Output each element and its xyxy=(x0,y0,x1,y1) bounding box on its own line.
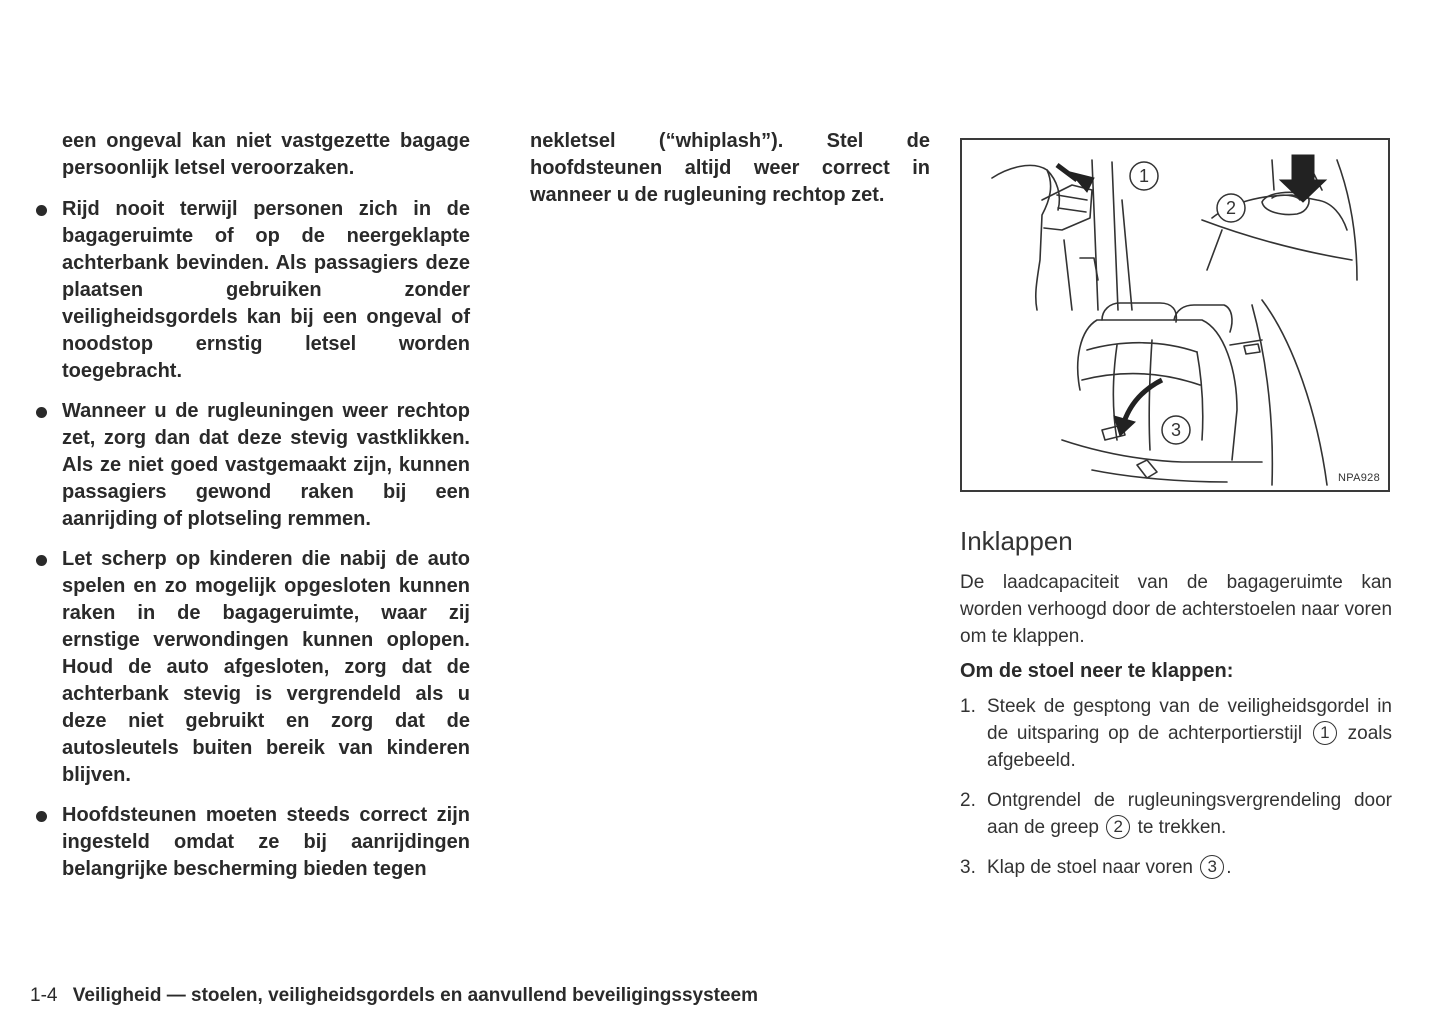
callout-number: 2 xyxy=(1106,815,1130,839)
figure-label-2: 2 xyxy=(1225,198,1237,218)
bullet-dot-icon xyxy=(36,205,47,216)
warning-list xyxy=(30,196,470,883)
continued-paragraph: nekletsel (“whiplash”). Stel de hoofdsteunen altijd weer correct in wanneer u de rugleuning rechtop zet. xyxy=(530,130,930,206)
list-item: 1. Steek de gesptong van de veiligheidsgordel in de uitsparing op de achterportierstijl 1 zoals afgebeeld. xyxy=(960,696,1392,771)
seat-folding-illustration xyxy=(960,138,1390,492)
right-column xyxy=(960,138,1392,894)
list-item: 3. Klap de stoel naar voren 3 . xyxy=(960,857,1232,878)
middle-column xyxy=(530,128,930,209)
list-item: Hoofdsteunen moeten steeds correct zijn ingesteld omdat ze bij aanrijdingen belangrijke bescherming bieden tegen xyxy=(30,802,470,883)
lead-paragraph: een ongeval kan niet vastgezette bagage persoonlijk letsel veroorzaken. xyxy=(62,130,470,179)
page-number: 1-4 xyxy=(30,985,58,1006)
seat-illustration-drawing xyxy=(962,140,1388,490)
list-item: Wanneer u de rugleuningen weer rechtop zet, zorg dan dat deze stevig vastklikken. Als ze niet goed vastgemaakt zijn, kunnen passagiers gewond raken bij een aanrijding of plotseling remmen. xyxy=(30,398,470,533)
figure-label-3: 3 xyxy=(1170,420,1182,440)
bullet-dot-icon xyxy=(36,407,47,418)
list-item: Let scherp op kinderen die nabij de auto spelen en zo mogelijk opgesloten kunnen raken in de bagageruimte, waar zij ernstige verwondingen kunnen oplopen. Houd de auto afgesloten, zorg dat de achterbank stevig is vergrendeld als u deze niet gebruikt en zorg dat de autosleutels buiten bereik van kinderen blijven. xyxy=(30,546,470,789)
bullet-dot-icon xyxy=(36,811,47,822)
bullet-dot-icon xyxy=(36,555,47,566)
section-title: Inklappen xyxy=(960,526,1073,556)
figure-label-1: 1 xyxy=(1138,166,1150,186)
list-item: 2. Ontgrendel de rugleuningsvergrendeling door aan de greep 2 te trekken. xyxy=(960,790,1392,838)
procedure-heading: Om de stoel neer te klappen: xyxy=(960,660,1234,682)
footer-title: Veiligheid — stoelen, veiligheidsgordels en aanvullend beveiligingssysteem xyxy=(72,985,759,1006)
page-footer xyxy=(30,985,758,1007)
left-column xyxy=(30,128,470,896)
list-item: Rijd nooit terwijl personen zich in de bagageruimte of op de neergeklapte achterbank bevinden. Als passagiers deze plaatsen gebruiken zonder veiligheidsgordels kan bij een ongeval of noodstop ernstig letsel worden toegebracht. xyxy=(30,196,470,385)
steps-list xyxy=(960,693,1392,881)
callout-number: 1 xyxy=(1313,721,1337,745)
figure-code: NPA928 xyxy=(1338,472,1380,484)
callout-number: 3 xyxy=(1200,855,1224,879)
intro-paragraph: De laadcapaciteit van de bagageruimte kan worden verhoogd door de achterstoelen naar voren om te klappen. xyxy=(960,572,1393,647)
